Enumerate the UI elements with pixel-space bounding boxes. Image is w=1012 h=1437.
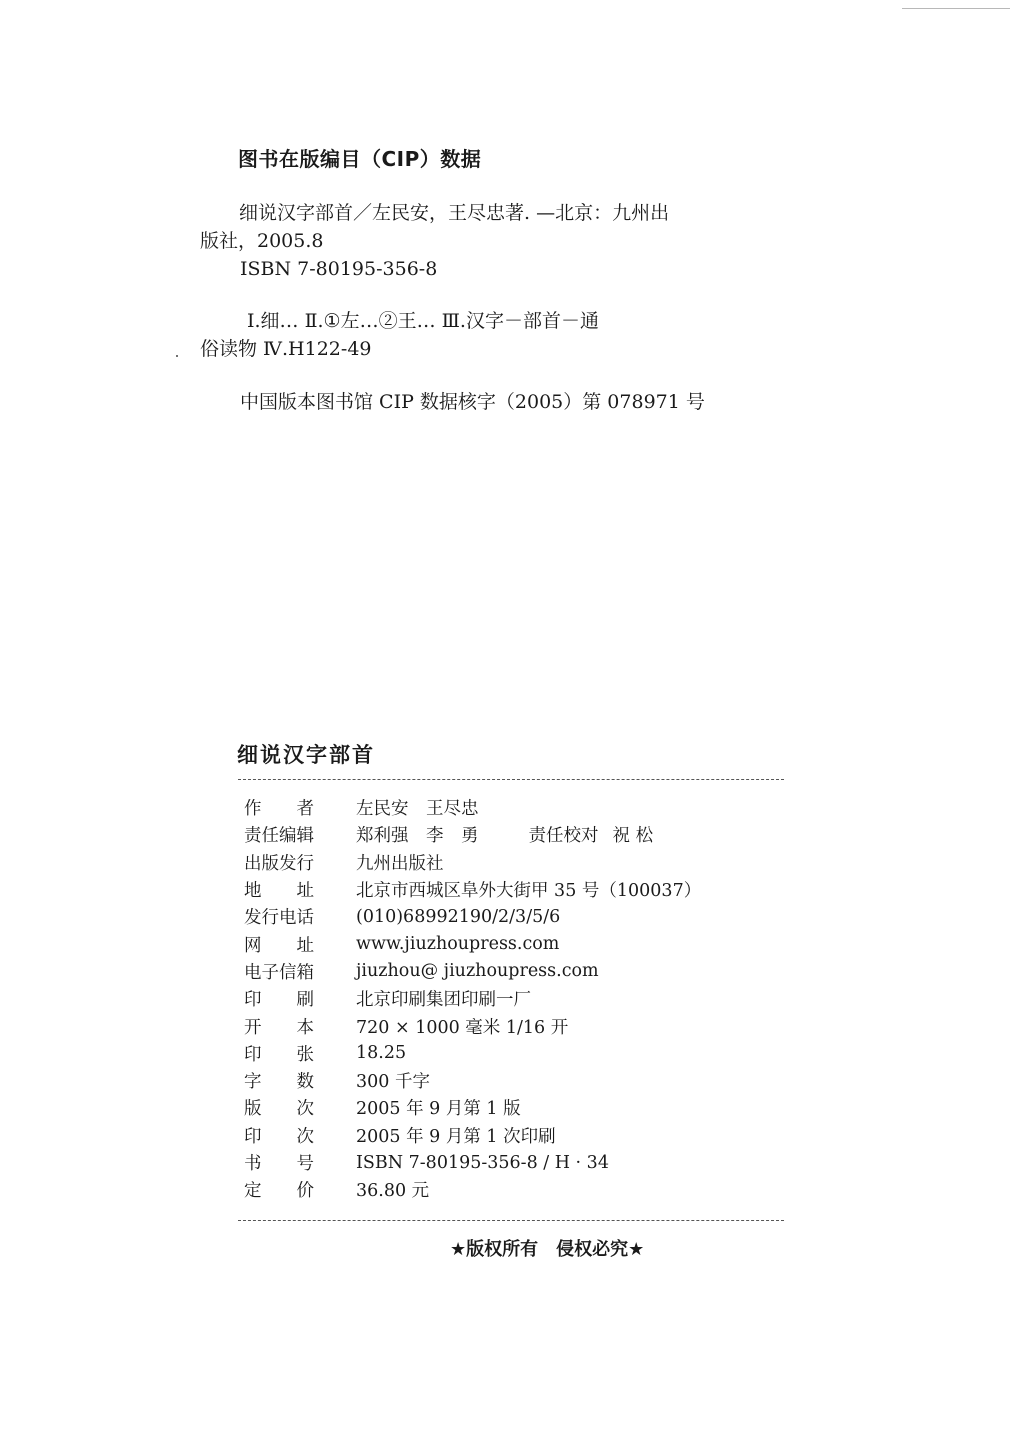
copyright-notice: ★版权所有 侵权必究★ <box>450 1239 645 1260</box>
row-value: 36.80 元 <box>356 1181 430 1202</box>
cip-heading: 图书在版编目（CIP）数据 <box>238 147 482 171</box>
row-value: 2005 年 9 月第 1 次印刷 <box>356 1126 556 1147</box>
row-label: 发行电话 <box>244 908 314 929</box>
proofreader-label: 责任校对 <box>528 826 599 847</box>
imprint-row-edition <box>244 1094 784 1121</box>
cip-record-number: 中国版本图书馆 CIP 数据核字（2005）第 078971 号 <box>240 391 705 413</box>
stray-dot <box>176 355 178 357</box>
cip-line: 细说汉字部首／左民安，王尽忠著. —北京：九州出 <box>239 202 670 224</box>
row-label: 印 张 <box>244 1044 314 1065</box>
imprint-table <box>244 794 784 1203</box>
imprint-row-printing <box>244 1122 784 1149</box>
row-label: 地 址 <box>244 881 314 902</box>
row-value: jiuzhou@ jiuzhoupress.com <box>356 961 599 982</box>
row-value: 左民安 王尽忠 <box>356 799 479 820</box>
row-value: 720 × 1000 毫米 1/16 开 <box>356 1017 569 1038</box>
row-label: 出版发行 <box>244 853 314 874</box>
proofreader-value: 祝 松 <box>612 826 654 847</box>
row-value: www.jiuzhoupress.com <box>356 934 560 955</box>
row-label: 字 数 <box>244 1072 314 1093</box>
imprint-row-sheets <box>244 1040 784 1067</box>
imprint-row-email <box>244 958 784 985</box>
imprint-row-website <box>244 930 784 957</box>
imprint-row-publisher <box>244 849 784 876</box>
row-value: 北京印刷集团印刷一厂 <box>356 990 531 1011</box>
imprint-row-printer <box>244 985 784 1012</box>
imprint-row-wordcount <box>244 1067 784 1094</box>
imprint-row-editor <box>244 821 784 848</box>
row-label: 书 号 <box>244 1154 314 1174</box>
bottom-rule <box>238 1220 784 1221</box>
row-label: 开 本 <box>244 1017 314 1038</box>
imprint-row-address <box>244 876 784 903</box>
row-value: (010)68992190/2/3/5/6 <box>356 906 561 927</box>
row-value: 郑利强 李 勇 <box>356 826 479 847</box>
cip-isbn: ISBN 7-80195-356-8 <box>240 258 438 280</box>
cip-line: 版社，2005.8 <box>200 230 324 252</box>
row-value: ISBN 7-80195-356-8 / H · 34 <box>356 1152 609 1173</box>
row-label: 作 者 <box>244 799 314 820</box>
imprint-row-phone <box>244 903 784 930</box>
row-label: 印 刷 <box>244 990 314 1011</box>
imprint-row-price <box>244 1176 784 1203</box>
row-label: 版 次 <box>244 1099 314 1120</box>
row-value: 2005 年 9 月第 1 版 <box>356 1099 521 1120</box>
row-value: 300 千字 <box>356 1072 430 1093</box>
corner-rule <box>902 8 1010 9</box>
cip-classification-cont: 俗读物 Ⅳ.H122-49 <box>200 338 372 360</box>
book-title: 细说汉字部首 <box>237 742 375 767</box>
row-label: 网 址 <box>244 935 314 956</box>
imprint-row-isbn <box>244 1149 784 1176</box>
row-value: 18.25 <box>356 1043 407 1064</box>
imprint-row-format <box>244 1012 784 1039</box>
row-label: 电子信箱 <box>244 962 314 983</box>
top-rule <box>238 779 784 780</box>
row-label: 印 次 <box>244 1126 314 1147</box>
row-value: 北京市西城区阜外大街甲 35 号（100037） <box>356 881 702 902</box>
row-label: 定 价 <box>244 1181 314 1202</box>
imprint-row-author <box>244 794 784 821</box>
row-label: 责任编辑 <box>244 826 314 847</box>
row-value: 九州出版社 <box>356 853 444 874</box>
cip-classification: Ⅰ.细… Ⅱ.①左…②王… Ⅲ.汉字－部首－通 <box>247 310 599 332</box>
